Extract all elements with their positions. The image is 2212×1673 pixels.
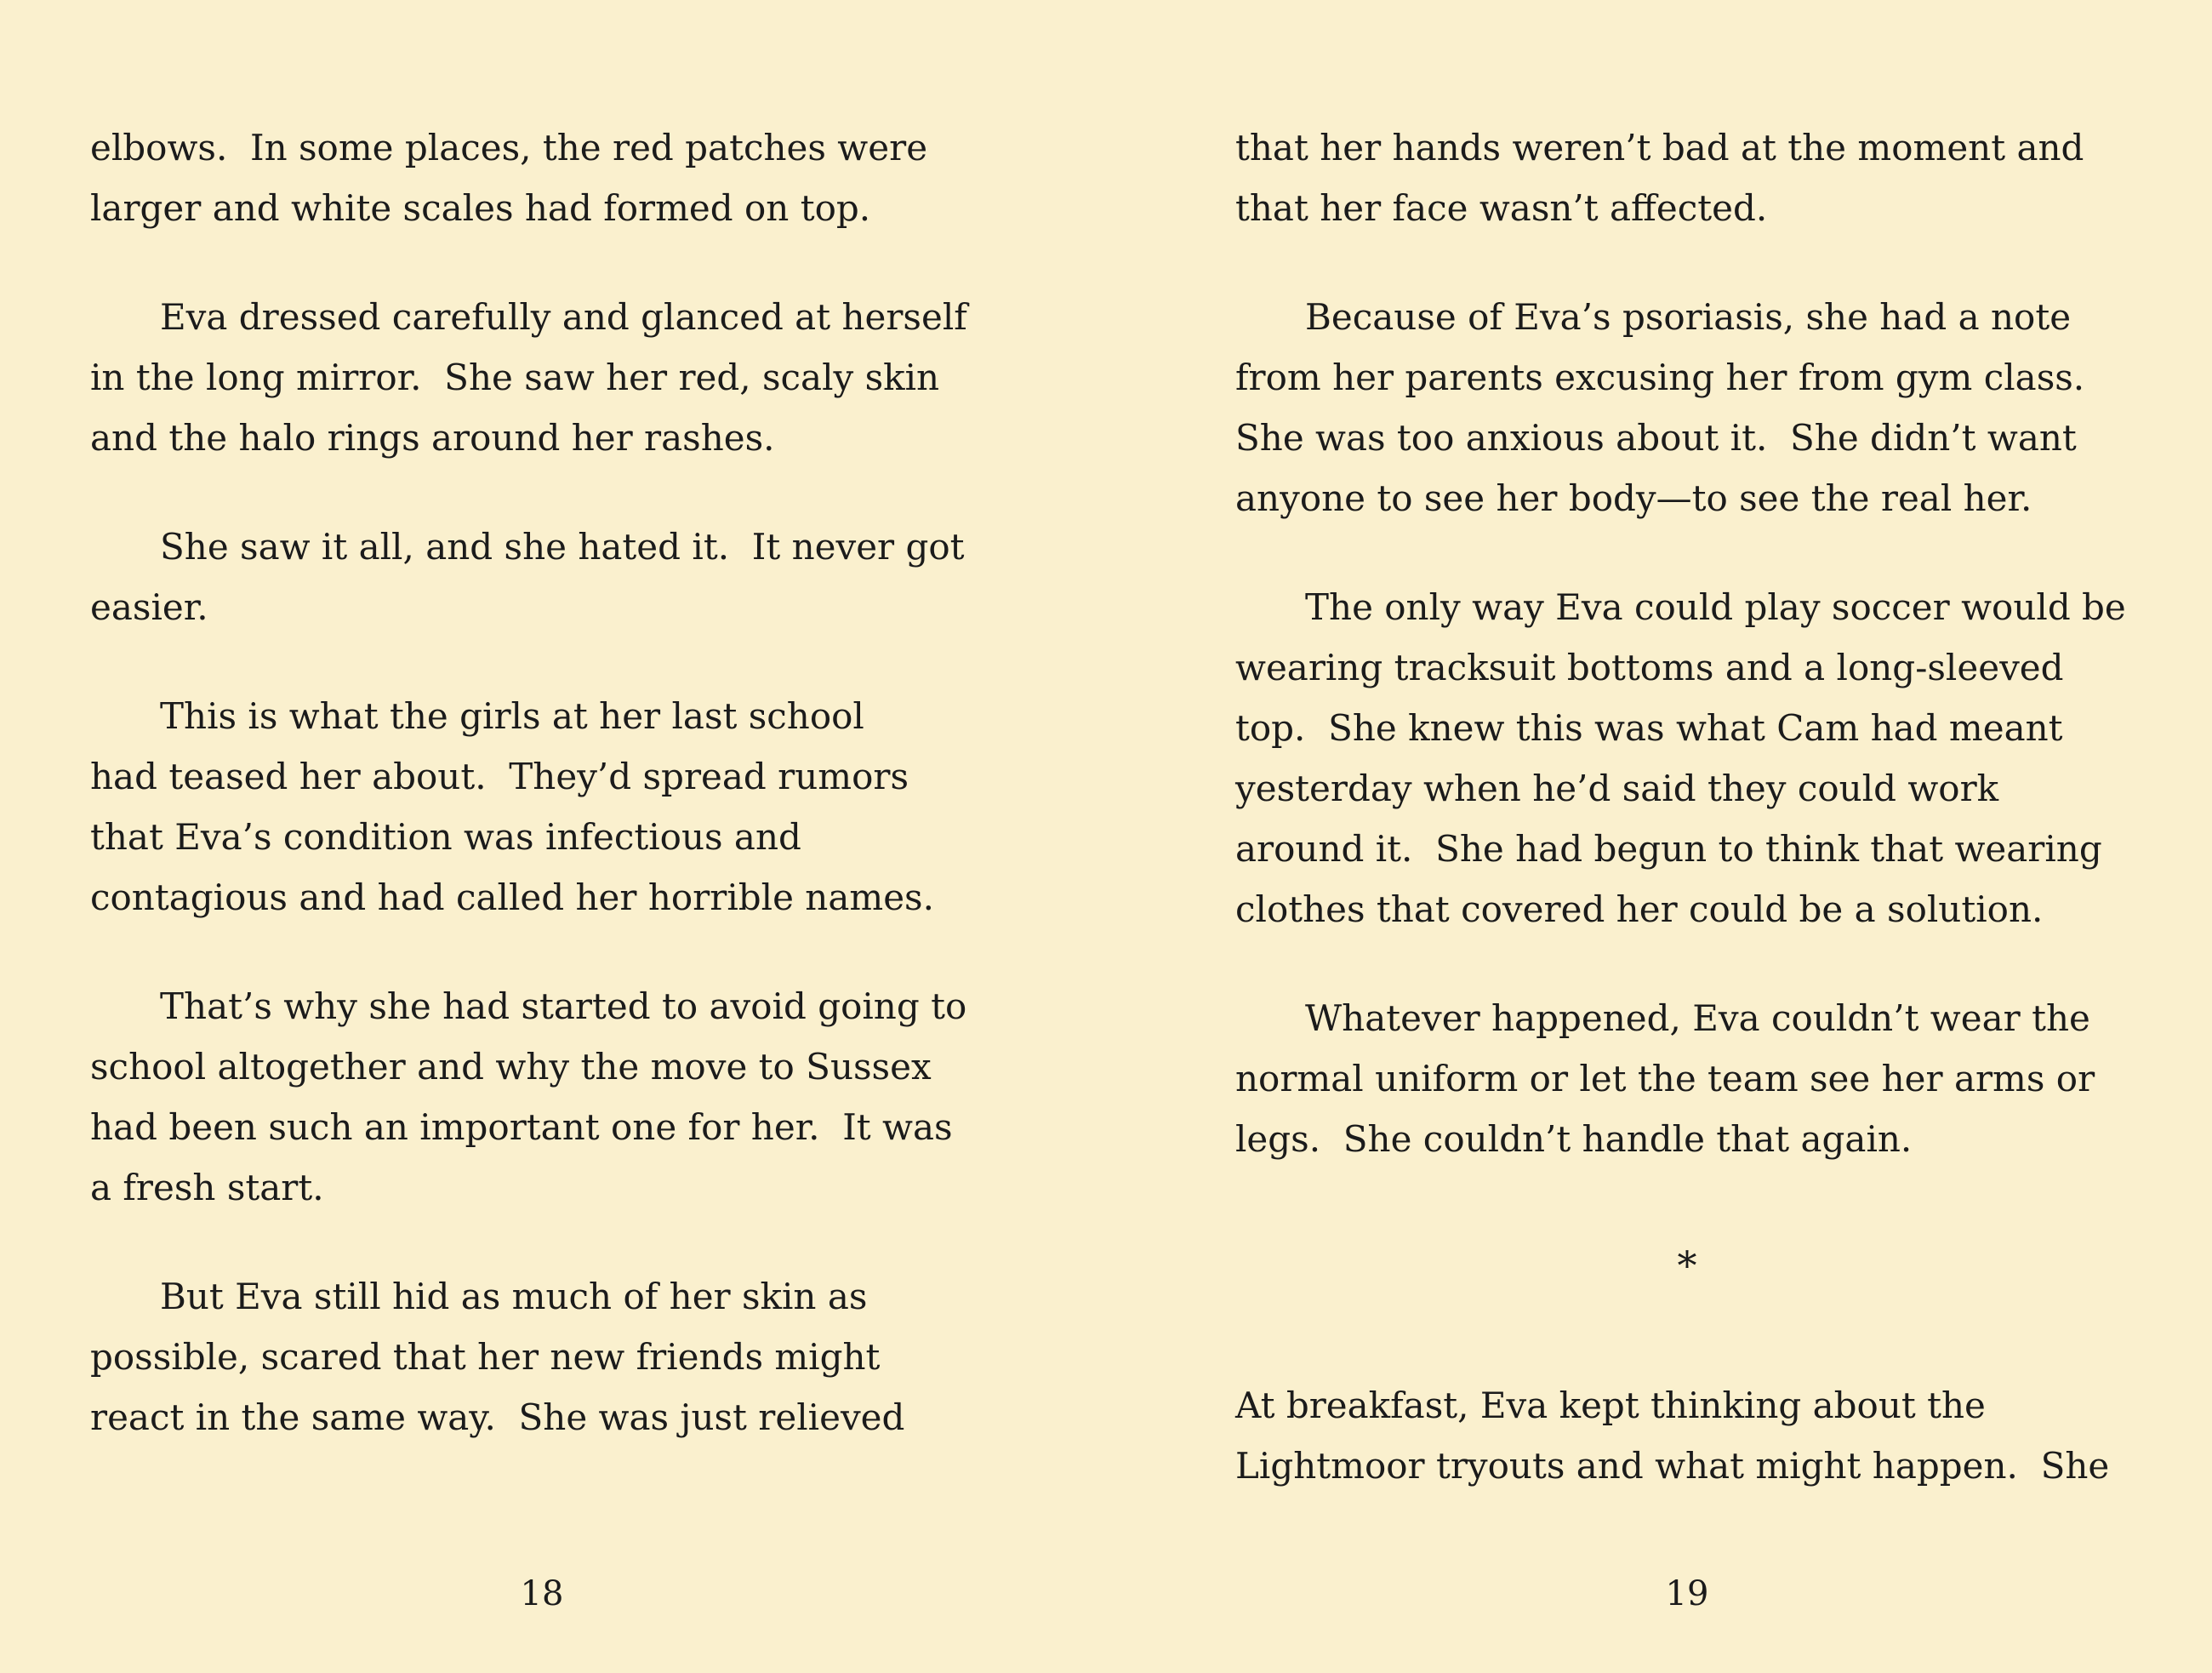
text-line: legs. She couldn’t handle that again.	[1235, 1118, 1913, 1160]
text-line: top. She knew this was what Cam had meant	[1235, 707, 2063, 749]
paragraph	[1235, 988, 2139, 1169]
text-line: had teased her about. They’d spread rumors	[90, 756, 909, 797]
text-line: around it. She had begun to think that wearing	[1235, 828, 2102, 870]
paragraph	[90, 686, 994, 928]
paragraph	[90, 287, 994, 468]
text-line: She was too anxious about it. She didn’t want	[1235, 417, 2077, 459]
paragraph	[1235, 287, 2139, 528]
page-right-number: 19	[1665, 1574, 1709, 1613]
text-line: from her parents excusing her from gym class.	[1235, 357, 2085, 398]
text-line: anyone to see her body—to see the real her.	[1235, 477, 2032, 519]
paragraph	[90, 517, 994, 637]
paragraph	[90, 117, 994, 238]
text-line: in the long mirror. She saw her red, scaly skin	[90, 357, 940, 398]
text-line: The only way Eva could play soccer would be	[1305, 586, 2126, 628]
text-line: elbows. In some places, the red patches were	[90, 127, 928, 168]
text-line: Lightmoor tryouts and what might happen. She	[1235, 1445, 2110, 1487]
text-line: larger and white scales had formed on top.	[90, 187, 871, 229]
text-line: clothes that covered her could be a solution.	[1235, 888, 2044, 930]
text-line: that her face wasn’t affected.	[1235, 187, 1768, 229]
paragraph	[1235, 1375, 2139, 1496]
text-line: react in the same way. She was just relieved	[90, 1396, 905, 1438]
text-line: school altogether and why the move to Sussex	[90, 1046, 932, 1088]
text-line: normal uniform or let the team see her arms or	[1235, 1058, 2095, 1099]
text-line: Eva dressed carefully and glanced at herself	[160, 296, 967, 338]
text-line: that her hands weren’t bad at the moment and	[1235, 127, 2084, 168]
text-line: contagious and had called her horrible names.	[90, 876, 934, 918]
page-left-number: 18	[520, 1574, 564, 1613]
paragraph	[90, 976, 994, 1218]
text-line: easier.	[90, 586, 208, 628]
text-line: But Eva still hid as much of her skin as	[160, 1276, 868, 1317]
text-line: *	[1677, 1242, 1697, 1288]
text-line: possible, scared that her new friends might	[90, 1336, 881, 1378]
page-right-text	[1235, 117, 2139, 1496]
text-line: and the halo rings around her rashes.	[90, 417, 775, 459]
paragraph	[1235, 117, 2139, 238]
text-line: that Eva’s condition was infectious and	[90, 816, 801, 858]
page-right[interactable]	[1106, 0, 2212, 1673]
text-line: She saw it all, and she hated it. It never got	[160, 526, 965, 568]
text-line: That’s why she had started to avoid going to	[160, 985, 967, 1027]
page-left-text	[90, 117, 994, 1447]
text-line: This is what the girls at her last school	[160, 695, 864, 737]
text-line: wearing tracksuit bottoms and a long-sleeved	[1235, 647, 2064, 688]
paragraph	[1235, 577, 2139, 939]
text-line: a fresh start.	[90, 1167, 324, 1208]
text-line: yesterday when he’d said they could work	[1235, 768, 1999, 809]
text-line: At breakfast, Eva kept thinking about the	[1235, 1385, 1986, 1426]
text-line: Because of Eva’s psoriasis, she had a note	[1305, 296, 2072, 338]
paragraph	[90, 1266, 994, 1447]
text-line: had been such an important one for her. It was	[90, 1106, 953, 1148]
text-line: Whatever happened, Eva couldn’t wear the	[1305, 997, 2090, 1039]
scene-break	[1235, 1236, 2139, 1296]
